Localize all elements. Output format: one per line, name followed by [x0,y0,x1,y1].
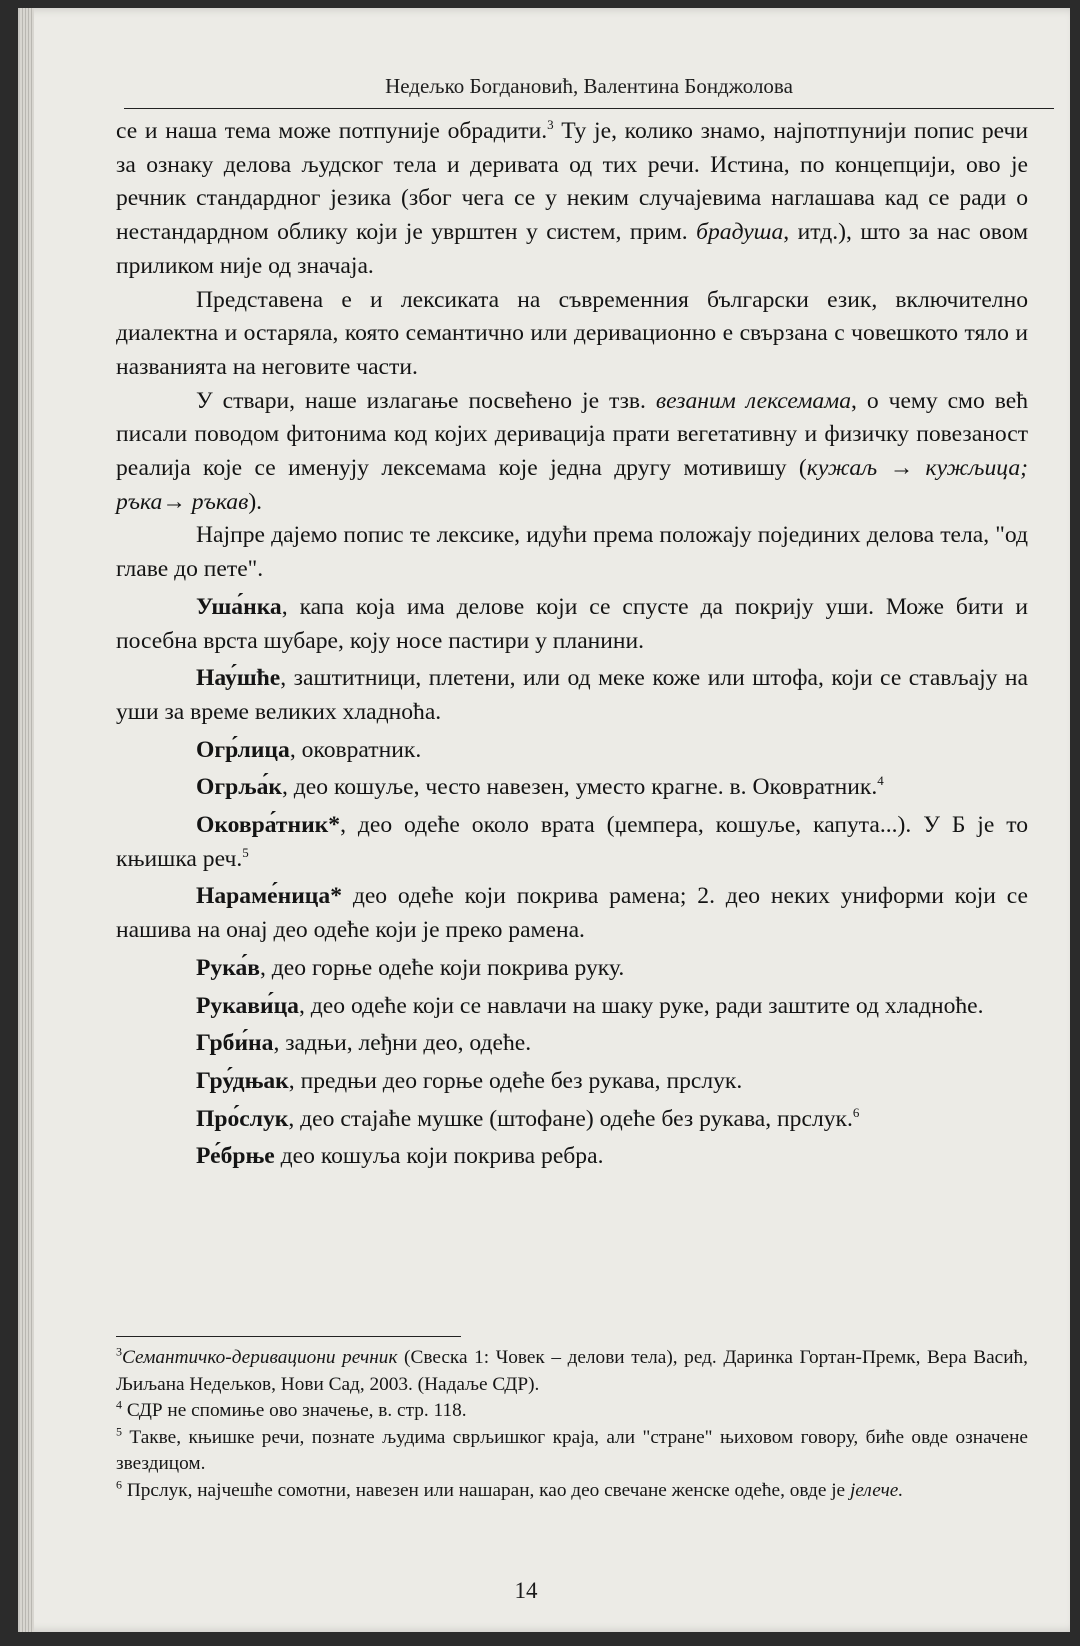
lexeme-entry [116,990,1028,1024]
footnote-rule [116,1336,461,1337]
lexeme-term: Оковра́тник* [196,812,341,839]
lexeme-definition: део стајаће мушке (штофане) одеће без рукава, прслук. [294,1105,853,1132]
lexeme-separator: , [298,992,305,1019]
lexeme-term: Нау́шће [196,665,281,692]
footnote-6 [116,1478,1028,1505]
lexeme-entry [116,952,1028,986]
lexeme-separator: , [288,1105,295,1132]
paragraph-4: Најпре дајемо попис те лексике, идући према положају појединих делова тела, "од главе до пете". [116,522,1028,583]
footnote-4 [116,1398,1028,1425]
footnote-5 [116,1425,1028,1478]
footnote-ref-3[interactable]: 3 [547,117,554,133]
lexeme-term: Рука́в [196,954,260,981]
footnote-ref-4[interactable]: 4 [877,773,884,789]
lexeme-entry [116,880,1028,947]
lexeme-term: Рукави́ца [196,992,299,1019]
lexeme-definition: део горње одеће који покрива руку. [265,954,625,981]
lexeme-separator: , [259,954,266,981]
lexeme-definition: заштитници, плетени, или од меке коже или штофа, који се стављају на уши за време великих хладноћа. [116,665,1028,725]
lexeme-definition: капа која има делове који се спусте да покрију уши. Може бити и посебна врста шубаре, коју носе пастири у планини. [116,593,1028,654]
lexeme-separator: , [280,665,287,692]
lexeme-term: Огр́лица [196,736,290,763]
lexeme-term: Уша́нка [196,593,282,620]
header-rule [124,108,1054,109]
lexeme-definition: део кошуља који покрива ребра. [274,1143,604,1170]
page-stack-edge [20,8,34,1632]
footnote-text: СДР не спомиње ово значење, в. стр. 118. [122,1400,467,1421]
lexeme-term: Грби́на [196,1030,274,1057]
lexeme-definition: део одеће који покрива рамена; 2. део неких униформи који се нашива на онај део одеће који је преко рамена. [116,883,1028,944]
footnote-text: (Свеска 1: Човек – делови тела), ред. Даринка Гортан-Премк, Вера Васић, Љиљана Недељков, Нови Сад, 2003. (Надаље СДР). [116,1347,1028,1395]
lexeme-term: Ре́брње [196,1143,275,1170]
lexeme-separator: , [340,812,346,839]
running-header: Недељко Богдановић, Валентина Бонджолова [385,74,793,98]
footnote-3 [116,1345,1028,1398]
page-number: 14 [514,1578,538,1603]
lexeme-term: Огрља́к [196,774,282,801]
footnote-number: 6 [116,1477,122,1492]
lexeme-entries [116,591,1028,1174]
lexeme-entry [116,734,1028,768]
footnote-number: 4 [116,1397,122,1412]
lexeme-entry [116,1027,1028,1061]
lexeme-separator: , [288,1067,295,1094]
lexeme-definition: предњи део горње одеће без рукава, прслук. [294,1067,743,1094]
footnote-text: Такве, књишке речи, познате људима сврљишког краја, али "стране" њиховом говору, биће овде означене звездицом. [116,1426,1028,1474]
footnote-title: Семантичко-деривациони речник [122,1347,398,1368]
paragraph-1: се и наша тема може потпуније обрадити.$^3$ Ту је, колико знамо, најпотпунији попис речи за ознаку делова људског тела и деривата од тих речи. Истина, по концепцији, ово је речник стандардног језика (због чега се у неким случајевима наглашава кад се ради о нестандардном облику који је уврштен у систем, прим. брадуша, итд.), што за нас овом приликом није од значаја. [116,117,1028,279]
lexeme-term: Нараме́ница* [196,883,342,910]
footnote-ref-6[interactable]: 6 [852,1104,860,1120]
paragraph-2: Представена е и лексиката на съвременния български език, включително диалектна и остаряла, която семантично или деривационно е свързана с човешкото тяло и названията на неговите части. [116,286,1028,380]
footnote-ref-5[interactable]: 5 [242,844,249,860]
paragraph-3: У ствари, наше излагање посвећено је тзв. везаним лексемама, о чему смо већ писали поводом фитонима код којих деривација прати вегетативну и физичку повезаност реалија које се именују лексемама које једна другу мотивишу (кужаљ → кужљица; ръка→ ръкав). [116,387,1028,515]
lexeme-entry [116,771,1028,805]
lexeme-separator: , [273,1030,280,1057]
lexeme-definition: задњи, леђни део, одеће. [279,1030,532,1057]
lexeme-entry [116,662,1028,729]
footnotes [116,1345,1028,1504]
lexeme-definition: део одеће около врата (џемпера, кошуље, капута...). У Б је то књишка реч. [116,812,1028,872]
lexeme-entry [116,809,1028,876]
footnote-text: Прслук, најчешће сомотни, навезен или нашаран, као део свечане женске одеће, овде је [122,1479,850,1501]
lexeme-separator: , [281,593,288,620]
footnote-term: јелече. [849,1479,904,1501]
lexeme-entry [116,1103,1028,1137]
lexeme-term: Про́слук [196,1105,289,1132]
lexeme-separator: , [281,774,288,801]
lexeme-term: Гру́дњак [196,1067,289,1094]
footnote-number: 5 [116,1424,122,1439]
footnote-number: 3 [116,1344,122,1359]
lexeme-definition: оковратник. [295,736,422,763]
lexeme-separator: , [289,736,296,763]
lexeme-entry [116,1140,1028,1174]
main-text [116,115,1028,1174]
lexeme-entry [116,591,1028,658]
lexeme-definition: део кошуље, често навезен, уместо крагне. в. Оковратник. [287,774,878,801]
lexeme-definition: део одеће који се навлачи на шаку руке, ради заштите од хладноће. [304,992,984,1019]
lexeme-entry [116,1065,1028,1099]
